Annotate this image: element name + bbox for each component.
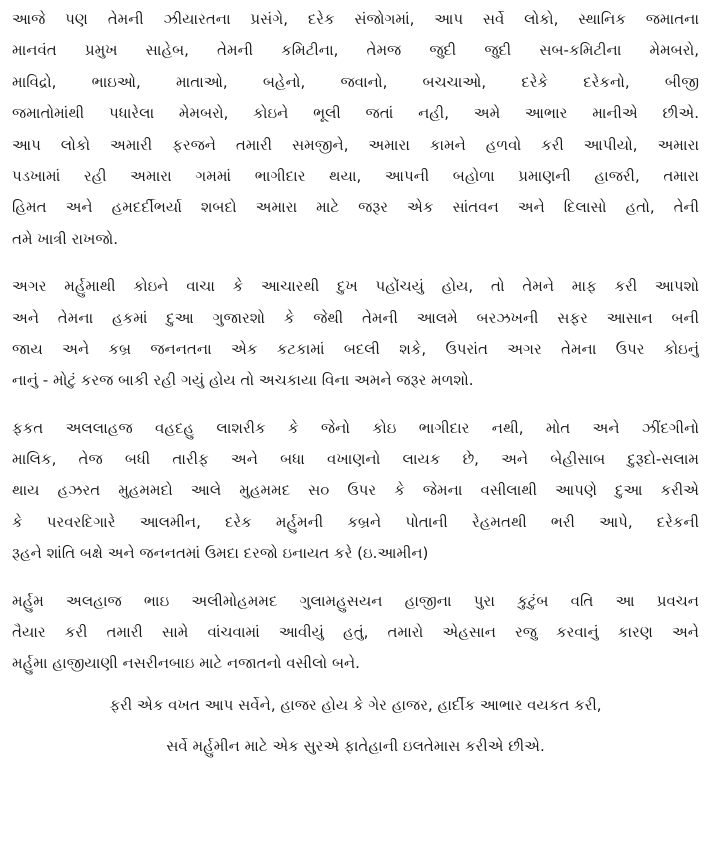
text-line: અને તેમના હકમાં દુઆ ગુજારશો કે જેથી તેમની આલમે બરઝખની સફર આસાન બની (12, 308, 699, 327)
text-line: તમે ખાત્રી રાખજો. (12, 229, 119, 248)
paragraph-thanks-again (12, 690, 699, 721)
paragraph-prayer (12, 413, 699, 570)
text-line: મર્હુમા હાજીયાણી નસરીનબાઇ માટે નજાતનો વસીલો બને. (12, 654, 360, 673)
text-line: રૂહને શાંતિ બક્ષે અને જનનતમાં ઉમદા દરજો ઇનાયત કરે (ઇ.આમીન) (12, 544, 429, 563)
text-line: તૈયાર કરી તમારી સામે વાંચવામાં આવીયું હતું, તમારો એહસાન રજુ કરવાનું કારણ અને (12, 623, 699, 642)
paragraph-forgiveness (12, 271, 699, 397)
text-line: જાય અને કબ્ર જનનતના એક કટકામાં બદલી શકે, ઉપરાંત અગર તેમના ઉપર કોઇનું (12, 339, 699, 358)
text-line: હિમત અને હમદર્દીભર્યા શબદો અમારા માટે જરૂર એક સાંતવન અને દિલાસો હતો, તેની (12, 198, 699, 217)
paragraph-fateha-request (12, 731, 699, 762)
text-line: આપ લોકો અમારી ફરજને તમારી સમજીને, અમારા કામને હળવો કરી આપીયો, અમારા (12, 135, 699, 154)
text-line: ફરી એક વખત આપ સર્વેને, હાજર હોય કે ગેર હાજર, હાર્દીક આભાર વયકત કરી, (109, 695, 602, 714)
text-line: કે પરવરદિગારે આલમીન, દરેક મર્હુમની કબ્રને પોતાની રેહમતથી ભરી આપે, દરેકની (12, 512, 699, 531)
text-line: સર્વે મર્હુમીન માટે એક સુરએ ફાતેહાની ઇલતેમાસ કરીએ છીએ. (166, 737, 545, 756)
text-line: નાનું - મોટું કરજ બાકી રહી ગયું હોય તો અચકાયા વિના અમને જરૂર મળશો. (12, 371, 474, 390)
text-line: માલિક, તેજ બધી તારીફ અને બધા વખાણનો લાયક છે, અને બેહીસાબ દુરૂદો-સલામ (12, 450, 699, 469)
text-line: માનવંત પ્રમુખ સાહેબ, તેમની કમિટીના, તેમજ જુદી જુદી સબ-કમિટીના મેમબરો, (12, 41, 699, 60)
text-line: મર્હુમ અલહાજ ભાઇ અલીમોહમમદ ગુલામહુસયન હાજીના પુરા કુટુંબ વતિ આ પ્રવચન (12, 591, 699, 610)
paragraph-spacer (12, 680, 699, 690)
paragraph-spacer (12, 255, 699, 271)
paragraph-spacer (12, 397, 699, 413)
text-line: પડખામાં રહી અમારા ગમમાં ભાગીદાર થયા, આપની બહોળા પ્રમાણની હાજરી, તમારા (12, 166, 699, 185)
paragraph-spacer (12, 721, 699, 731)
text-line: આજે પણ તેમની ઝીયારતના પ્રસંગે, દરેક સંજોગમાં, આપ સર્વે લોકો, સ્થાનિક જમાતના (12, 10, 699, 28)
text-line: ફકત અલલાહજ વહદહુ લાશરીક કે જેનો કોઇ ભાગીદાર નથી, મોત અને ઝીંદગીનો (12, 418, 699, 437)
paragraph-gratitude (12, 4, 699, 255)
paragraph-family (12, 586, 699, 680)
text-line: થાય હઝરત મુહમમદો આલે મુહમમદ સ૦ ઉપર કે જેમના વસીલાથી આપણે દુઆ કરીએ (12, 481, 699, 500)
text-line: માવિદ્રો, ભાઇઓ, માતાઓ, બહેનો, જવાનો, બચચાઓ, દરેકે દરેકનો, બીજી (12, 72, 699, 91)
text-line: અગર મર્હુમાથી કોઇને વાચા કે આચારથી દુખ પહોંચયું હોય, તો તેમને માફ કરી આપશો (12, 277, 699, 296)
text-line: જમાતોમાંથી પધારેલા મેમબરો, કોઇને ભૂલી જતાં નહી, અમે આભાર માનીએ છીએ. (12, 104, 699, 123)
paragraph-spacer (12, 570, 699, 586)
